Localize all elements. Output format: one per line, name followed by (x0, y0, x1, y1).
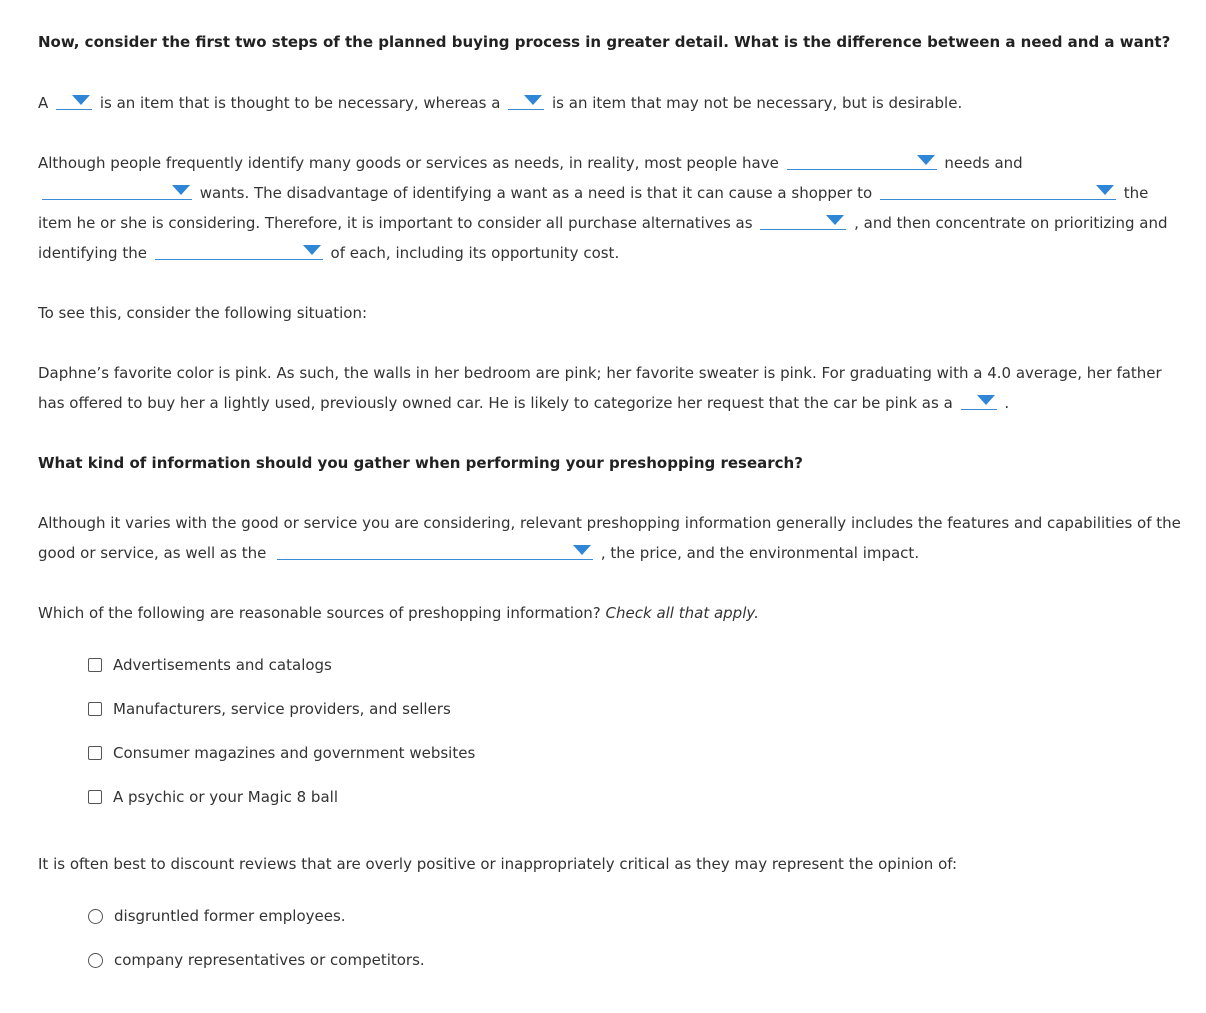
option-manufacturers[interactable] (88, 700, 451, 718)
dropdown-shopper-action[interactable] (880, 180, 1116, 200)
paragraph-text: , the price, and the environmental impact. (600, 544, 920, 562)
dropdown-preshopping-info[interactable] (277, 540, 593, 560)
paragraph-text: the (1123, 184, 1149, 202)
preshopping-paragraph (38, 508, 1186, 568)
dropdown-need-or-want-2[interactable] (508, 90, 544, 110)
radio-button[interactable] (88, 909, 103, 924)
paragraph-text: item he or she is considering. Therefore, it is important to consider all purchase alternatives as (38, 214, 753, 232)
chevron-down-icon (303, 245, 321, 255)
chevron-down-icon (573, 545, 591, 555)
chevron-down-icon (977, 395, 995, 405)
checkbox[interactable] (88, 658, 102, 672)
question-heading-need-vs-want: Now, consider the first two steps of the planned buying process in greater detail. What is the difference between a need and a want? (38, 33, 1171, 51)
situation-intro: To see this, consider the following situation: (38, 304, 368, 322)
sentence-text: is an item that may not be necessary, but is desirable. (552, 94, 963, 112)
radio-button[interactable] (88, 953, 103, 968)
option-label: company representatives or competitors. (114, 951, 425, 969)
need-want-sentence (38, 88, 1186, 118)
dropdown-pink-car-category[interactable] (961, 390, 997, 410)
option-label: A psychic or your Magic 8 ball (113, 788, 338, 806)
checkbox[interactable] (88, 746, 102, 760)
sources-question (38, 604, 1186, 622)
scenario-text: . (1004, 394, 1010, 412)
option-disgruntled-employees[interactable] (88, 907, 346, 925)
option-label: disgruntled former employees. (114, 907, 346, 925)
paragraph-text: wants. The disadvantage of identifying a want as a need is that it can cause a shopper to (199, 184, 873, 202)
dropdown-wants-quantity[interactable] (42, 180, 192, 200)
needs-wants-paragraph (38, 148, 1186, 268)
checkbox[interactable] (88, 790, 102, 804)
chevron-down-icon (917, 155, 935, 165)
chevron-down-icon (72, 95, 90, 105)
check-all-instruction: Check all that apply. (605, 604, 759, 622)
reviews-question: It is often best to discount reviews that are overly positive or inappropriately critical as they may represent the opinion of: (38, 855, 958, 873)
question-heading-preshopping: What kind of information should you gather when performing your preshopping research? (38, 454, 803, 472)
option-label: Manufacturers, service providers, and sellers (113, 700, 451, 718)
daphne-scenario (38, 358, 1186, 418)
option-psychic[interactable] (88, 788, 338, 806)
paragraph-text: , and then concentrate on prioritizing and (854, 214, 1168, 232)
option-label: Consumer magazines and government websites (113, 744, 476, 762)
scenario-text: has offered to buy her a lightly used, previously owned car. He is likely to categorize her request that the car be pink as a (38, 394, 953, 412)
dropdown-need-or-want-1[interactable] (56, 90, 92, 110)
paragraph-text: good or service, as well as the (38, 544, 267, 562)
paragraph-text: of each, including its opportunity cost. (330, 244, 620, 262)
sentence-text: A (38, 94, 49, 112)
checkbox[interactable] (88, 702, 102, 716)
dropdown-needs-quantity[interactable] (787, 150, 937, 170)
paragraph-text: Although people frequently identify many goods or services as needs, in reality, most people have (38, 154, 779, 172)
sentence-text: is an item that is thought to be necessary, whereas a (99, 94, 501, 112)
chevron-down-icon (524, 95, 542, 105)
dropdown-alternatives-as[interactable] (760, 210, 846, 230)
paragraph-text: Although it varies with the good or service you are considering, relevant preshopping information generally includes the features and capabilities of the (38, 514, 1181, 532)
question-text: Which of the following are reasonable sources of preshopping information? (38, 604, 601, 622)
paragraph-text: identifying the (38, 244, 147, 262)
option-label: Advertisements and catalogs (113, 656, 332, 674)
chevron-down-icon (172, 185, 190, 195)
chevron-down-icon (1096, 185, 1114, 195)
scenario-text: Daphne’s favorite color is pink. As such, the walls in her bedroom are pink; her favorite sweater is pink. For graduating with a 4.0 average, her father (38, 364, 1162, 382)
option-consumer-magazines[interactable] (88, 744, 475, 762)
chevron-down-icon (826, 215, 844, 225)
paragraph-text: needs and (944, 154, 1023, 172)
option-advertisements[interactable] (88, 656, 332, 674)
dropdown-identifying-the[interactable] (155, 240, 323, 260)
option-company-representatives[interactable] (88, 951, 425, 969)
